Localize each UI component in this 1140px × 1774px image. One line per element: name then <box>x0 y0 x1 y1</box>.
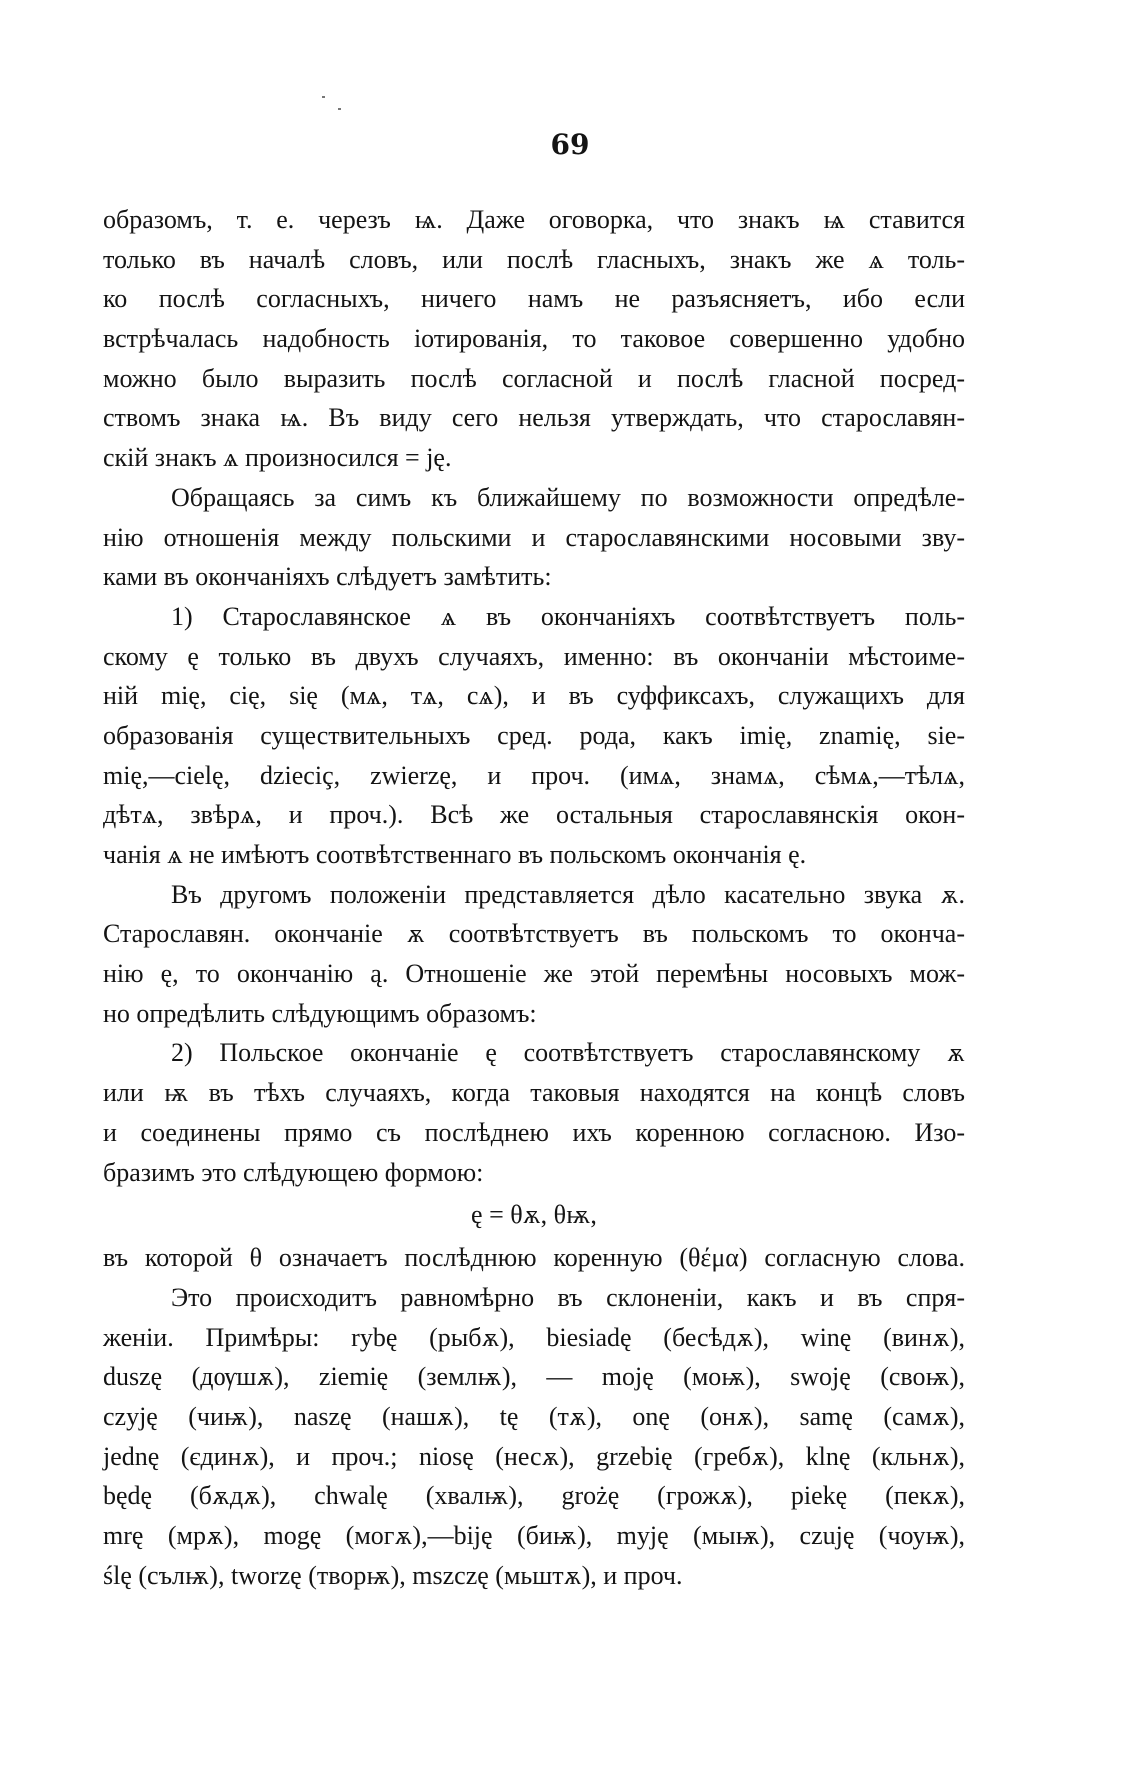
text-line: ками въ окончаніяхъ слѣдуетъ замѣтить: <box>103 562 552 592</box>
text-line: mię,—cielę, dzieciç, zwierzę, и проч. (имѧ, знамѧ, сѣмѧ,—тѣлѧ, <box>103 760 965 790</box>
text-line: образованія существительныхъ сред. рода, какъ imię, znamię, sie- <box>103 720 965 750</box>
text-line: ślę (сълѭ), tworzę (творѭ), mszczę (мьштѫ), и проч. <box>103 1560 683 1590</box>
text-line: ствомъ знака ѩ. Въ виду сего нельзя утверждать, что старославян- <box>103 403 965 433</box>
text-line: встрѣчалась надобность іотированія, то таковое совершенно удобно <box>103 324 965 354</box>
text-line: образомъ, т. е. черезъ ѩ. Даже оговорка, что знакъ ѩ ставится <box>103 205 965 234</box>
text-line: duszę (дѹшѫ), ziemię (землѭ), — moję (моѭ), swoję (своѭ), <box>103 1362 965 1392</box>
text-line: ній mię, cię, się (мѧ, тѧ, сѧ), и въ суффиксахъ, служащихъ для <box>103 681 965 711</box>
text-line: и соединены прямо съ послѣднею ихъ коренною согласною. Изо- <box>103 1117 965 1147</box>
text-line: нію ę, то окончанію ą. Отношеніе же этой перемѣны носовыхъ мож- <box>103 959 965 989</box>
text-line: Старославян. окончаніе ѫ соотвѣтствуетъ въ польскомъ то оконча- <box>103 919 965 949</box>
text-line: бразимъ это слѣдующею формою: <box>103 1157 484 1187</box>
text-line: или ѭ въ тѣхъ случаяхъ, когда таковыя находятся на концѣ словъ <box>103 1078 965 1108</box>
text-line: 2) Польское окончаніе ę соотвѣтствуетъ старославянскому ѫ <box>171 1038 965 1068</box>
text-line: mrę (мрѫ), mogę (могѫ),—biję (биѭ), myję (мыѭ), czuję (чоуѭ), <box>103 1521 965 1550</box>
text-line: 1) Старославянское ѧ въ окончаніяхъ соотвѣтствуетъ поль- <box>171 601 965 631</box>
formula-line: ę = θѫ, θѭ, <box>471 1200 597 1230</box>
text-line: Обращаясь за симъ къ ближайшему по возможности опредѣле- <box>171 482 965 512</box>
text-line: нію отношенія между польскими и старославянскими носовыми зву- <box>103 522 965 552</box>
text-line: дѣтѧ, звѣрѧ, и проч.). Всѣ же остальныя старославянскія окон- <box>103 800 965 830</box>
body-text <box>103 200 965 1595</box>
text-line: jednę (єдинѫ), и проч.; niosę (несѫ), grzebię (гребѫ), klnę (кльнѫ), <box>103 1441 965 1471</box>
text-line: чанія ѧ не имѣютъ соотвѣтственнаго въ польскомъ окончанія ę. <box>103 840 807 869</box>
text-line: czyję (чиѭ), naszę (нашѫ), tę (тѫ), onę (онѫ), samę (самѫ), <box>103 1401 965 1431</box>
text-line: только въ началѣ словъ, или послѣ гласныхъ, знакъ же ѧ толь- <box>103 244 965 274</box>
text-line: можно было выразить послѣ согласной и послѣ гласной посред- <box>103 363 965 393</box>
page-number: 69 <box>550 128 590 161</box>
text-line: Въ другомъ положеніи представляется дѣло касательно звука ѫ. <box>171 879 965 909</box>
text-line: скій знакъ ѧ произносился = ję. <box>103 443 452 473</box>
text-line: Это происходитъ равномѣрно въ склоненіи, какъ и въ спря- <box>171 1282 965 1312</box>
text-line: женіи. Примѣры: rybę (рыбѫ), biesiadę (бесѣдѫ), winę (винѫ), <box>103 1322 965 1352</box>
text-line: въ которой θ означаетъ послѣднюю коренную (θέμα) согласную слова. <box>103 1243 965 1273</box>
text-line: скому ę только въ двухъ случаяхъ, именно: въ окончаніи мѣстоиме- <box>103 641 965 671</box>
print-speck <box>322 96 325 98</box>
text-line: но опредѣлить слѣдующимъ образомъ: <box>103 998 537 1028</box>
print-speck <box>338 108 341 110</box>
text-line: będę (бѫдѫ), chwalę (хвалѭ), grożę (грожѫ), piekę (пекѫ), <box>103 1481 966 1511</box>
text-line: ко послѣ согласныхъ, ничего намъ не разъясняетъ, ибо если <box>103 284 965 314</box>
